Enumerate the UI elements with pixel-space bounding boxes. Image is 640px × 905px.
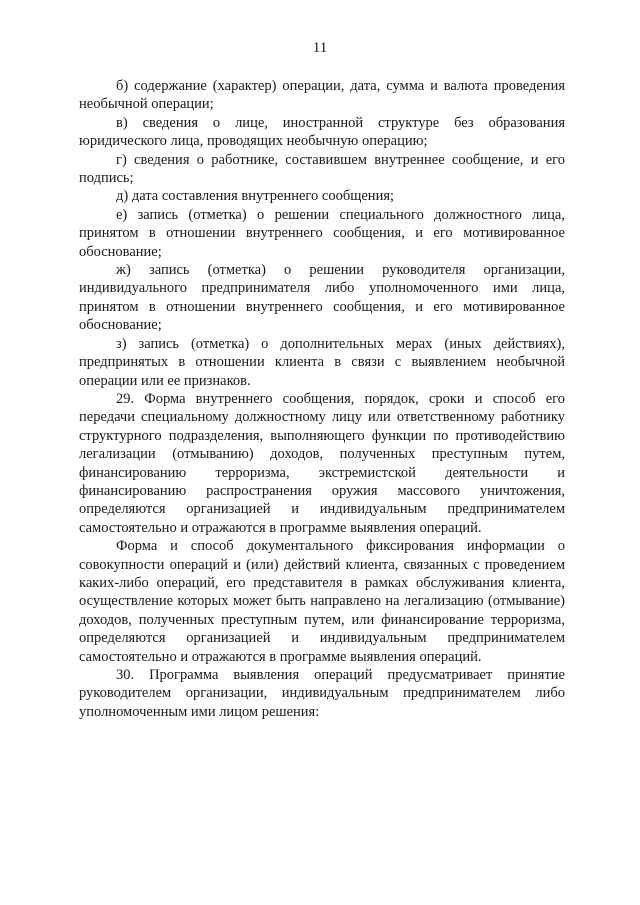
paragraph-d: д) дата составления внутреннего сообщения; xyxy=(116,188,395,205)
page-number: 11 xyxy=(312,40,328,56)
paragraph-zh: ж) запись (отметка) о решении руководителя организации, индивидуального предпринимателя либо уполномоченного ими лица, принятом в отношении внутреннего сообщения, и его мотивированное обоснование; xyxy=(79,262,565,334)
paragraph-b: б) содержание (характер) операции, дата, сумма и валюта проведения необычной операции; xyxy=(79,78,565,113)
document-body xyxy=(79,77,565,721)
paragraph-g: г) сведения о работнике, составившем внутреннее сообщение, и его подпись; xyxy=(79,151,565,187)
paragraph-29: 29. Форма внутреннего сообщения, порядок, сроки и способ его передачи специальному должностному лицу или ответственному работнику структурного подразделения, выполняющего функции по противодействию легализации (отмыванию) доходов, полученных преступным путем, финансированию терроризма, экстремистской деятельности и финансированию распространения оружия массового уничтожения, определяются организацией и индивидуальным предпринимателем самостоятельно и отражаются в программе выявления операций. xyxy=(79,390,565,536)
paragraph-v: в) сведения о лице, иностранной структуре без образования юридического лица, проводящих необычную операцию; xyxy=(79,114,565,150)
paragraph-z: з) запись (отметка) о дополнительных мерах (иных действиях), предпринятых в отношении клиента в связи с выявлением необычной операции или ее признаков. xyxy=(79,335,565,389)
paragraph-29-form: Форма и способ документального фиксирования информации о совокупности операций и (или) действий клиента, связанных с проведением каких-либо операций, его представителя в рамках обслуживания клиента, осуществление которых может быть направлено на легализацию (отмывание) доходов, полученных преступным путем, или финансирование терроризма, определяются организацией и индивидуальным предпринимателем самостоятельно и отражаются в программе выявления операций. xyxy=(79,538,565,665)
paragraph-e: е) запись (отметка) о решении специального должностного лица, принятом в отношении внутреннего сообщения, и его мотивированное обоснование; xyxy=(79,206,565,260)
paragraph-30: 30. Программа выявления операций предусматривает принятие руководителем организации, индивидуальным предпринимателем либо уполномоченным ими лицом решения: xyxy=(79,667,565,720)
